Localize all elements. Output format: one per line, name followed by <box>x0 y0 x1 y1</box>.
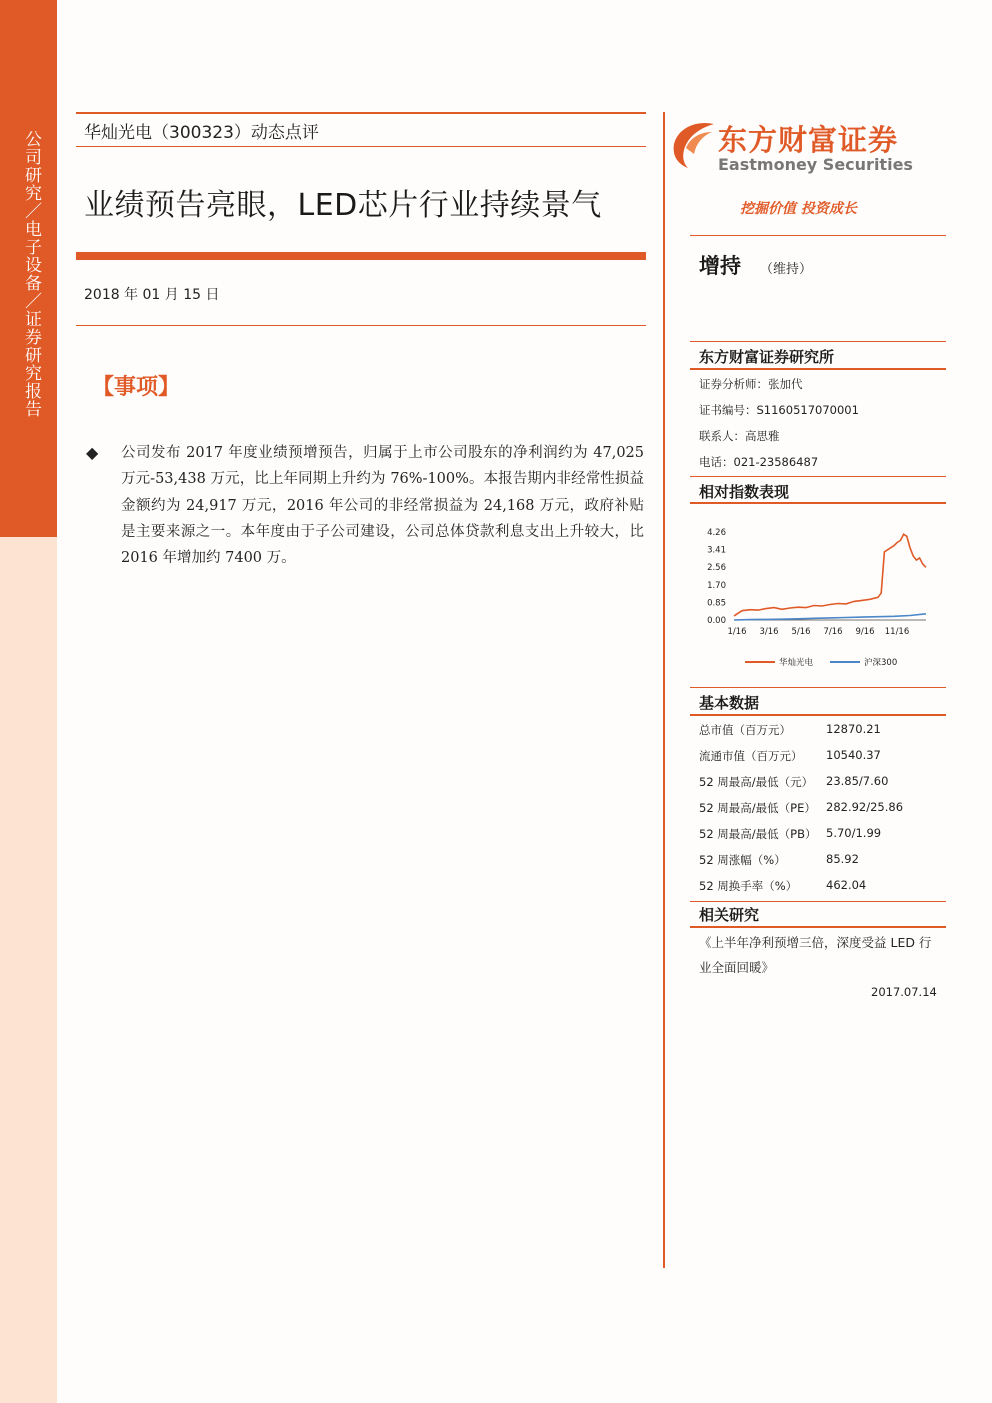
x-tick-label: 7/16 <box>823 627 843 637</box>
analyst-cert: 证书编号：S1160517070001 <box>699 403 859 417</box>
brand-slogan: 挖掘价值 投资成长 <box>740 201 857 217</box>
x-tick-label: 11/16 <box>884 627 910 637</box>
title-underline <box>76 252 646 260</box>
header-divider <box>76 146 646 147</box>
y-tick-label: 0.85 <box>707 598 726 609</box>
basic-label: 52 周最高/最低（PE） <box>699 801 816 815</box>
chart-top-rule <box>690 476 946 477</box>
basic-label: 流通市值（百万元） <box>699 749 803 763</box>
bullet-icon: ◆ <box>86 443 99 462</box>
y-tick-label: 3.41 <box>707 545 726 556</box>
basic-label: 52 周换手率（%） <box>699 879 798 893</box>
related-link-cont[interactable]: 业全面回暖》 <box>699 960 775 975</box>
chart-section-title: 相对指数表现 <box>699 483 790 501</box>
basic-value: 462.04 <box>826 878 867 892</box>
institute-title: 东方财富证券研究所 <box>699 348 835 366</box>
x-tick-label: 5/16 <box>791 627 811 637</box>
section-heading: 【事项】 <box>92 374 181 400</box>
column-divider <box>663 112 665 1268</box>
legend-label: 沪深300 <box>864 658 898 668</box>
contact-name: 联系人：高思雅 <box>699 429 780 443</box>
contact-phone: 电话：021-23586487 <box>699 455 819 469</box>
y-tick-label: 2.56 <box>707 563 726 574</box>
basic-value: 85.92 <box>826 852 859 866</box>
sidebar-lower-band <box>0 537 57 1403</box>
related-link[interactable]: 《上半年净利预增三倍，深度受益 LED 行 <box>699 935 932 950</box>
chart-under-rule <box>690 502 946 504</box>
x-tick-label: 9/16 <box>855 627 875 637</box>
analyst-name: 证券分析师：张加代 <box>699 377 803 391</box>
rating-sub: （维持） <box>760 262 813 277</box>
brand-name-cn: 东方财富证券 <box>718 123 899 157</box>
y-tick-label: 4.26 <box>707 528 726 538</box>
y-tick-label: 1.70 <box>707 580 726 591</box>
x-tick-label: 3/16 <box>759 627 779 637</box>
related-under-rule <box>690 926 946 928</box>
basic-value: 12870.21 <box>826 722 881 736</box>
basic-value: 5.70/1.99 <box>826 826 882 840</box>
x-tick-label: 1/16 <box>727 627 747 637</box>
basic-label: 52 周涨幅（%） <box>699 853 786 867</box>
sidebar-category: 公司研究／电子设备／证券研究报告 <box>21 130 41 418</box>
y-tick-label: 0.00 <box>707 616 726 626</box>
institute-under-rule <box>690 368 946 370</box>
legend-label: 华灿光电 <box>779 658 814 668</box>
related-top-rule <box>690 901 946 902</box>
brand-name-en: Eastmoney Securities <box>718 155 913 174</box>
report-date: 2018 年 01 月 15 日 <box>84 287 220 303</box>
basic-under-rule <box>690 714 946 716</box>
institute-top-rule <box>690 341 946 342</box>
date-divider <box>76 325 646 326</box>
basic-value: 23.85/7.60 <box>826 774 889 788</box>
report-title: 业绩预告亮眼，LED芯片行业持续景气 <box>84 188 602 223</box>
basic-label: 52 周最高/最低（PB） <box>699 827 817 841</box>
logo-mark-icon <box>670 118 716 168</box>
series-line-1 <box>734 614 926 620</box>
header-top-rule <box>76 112 646 114</box>
related-title: 相关研究 <box>699 906 760 924</box>
relative-index-chart <box>690 520 940 675</box>
related-date: 2017.07.14 <box>871 985 937 999</box>
basic-value: 10540.37 <box>826 748 881 762</box>
slogan-divider <box>690 235 946 236</box>
basic-label: 总市值（百万元） <box>699 723 791 737</box>
basic-value: 282.92/25.86 <box>826 800 904 814</box>
basic-top-rule <box>690 687 946 688</box>
basic-label: 52 周最高/最低（元） <box>699 775 814 789</box>
basic-data-title: 基本数据 <box>699 694 760 712</box>
series-line-0 <box>734 534 926 616</box>
document-type: 华灿光电（300323）动态点评 <box>84 123 319 143</box>
body-paragraph: 公司发布 2017 年度业绩预增预告，归属于上市公司股东的净利润约为 47,025 万元-53,438 万元，比上年同期上升约为 76%-100%。本报告期内非经常性损益金额约为 24,917 万元，2016 年公司的非经常损益为 24,168 万元，政府补贴是主要来源之一。本年度由于子公司建设，公司总体贷款利息支出上升较大，比 2016 年增加约 7400 万。 <box>121 445 644 567</box>
rating-label: 增持 <box>699 254 741 278</box>
